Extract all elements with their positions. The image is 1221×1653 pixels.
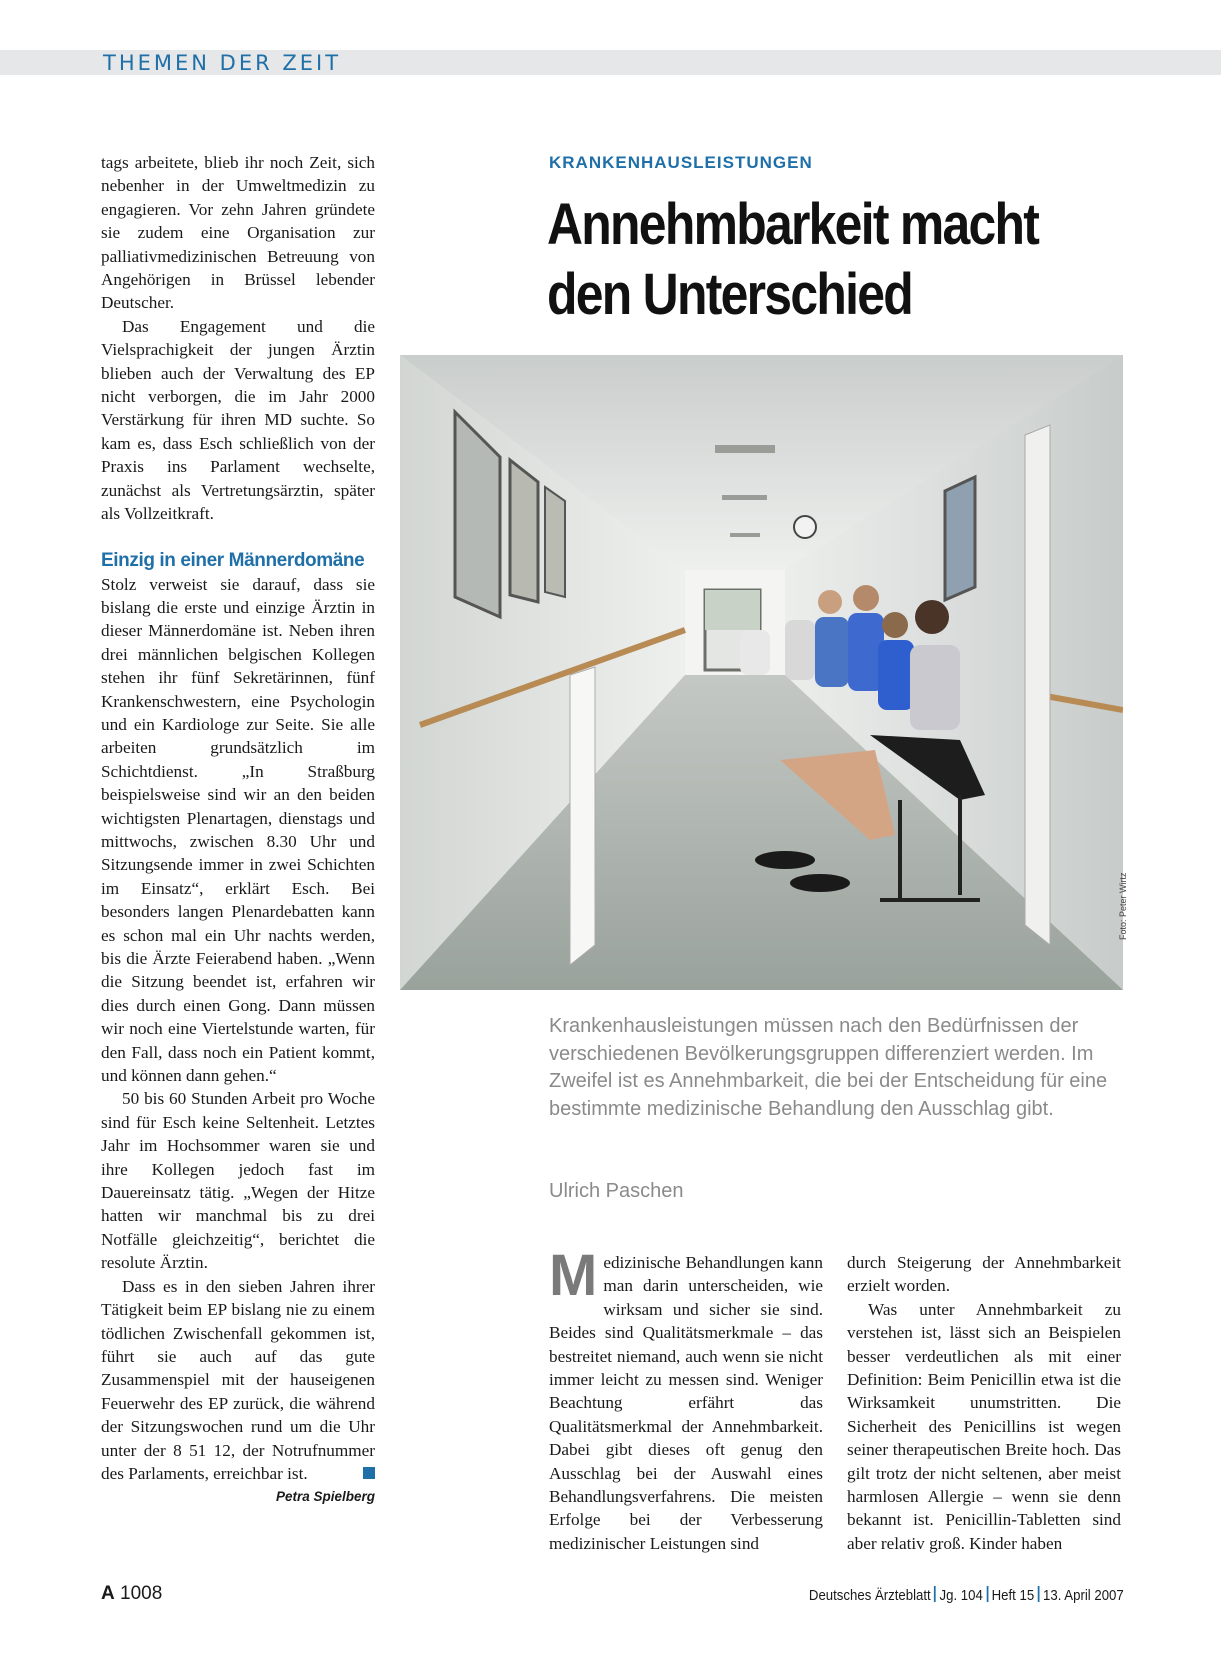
journal-date: 13. April 2007 — [1043, 1587, 1124, 1604]
ceiling-light-2 — [722, 495, 767, 500]
section-label: THEMEN DER ZEIT — [103, 51, 342, 75]
journal-volume: Jg. 104 — [939, 1587, 984, 1604]
left-door-frame — [570, 667, 595, 965]
photo-credit: Foto: Peter Wirtz — [1118, 872, 1128, 940]
footer-separator — [934, 1586, 936, 1602]
picture-frame-4 — [945, 477, 975, 600]
article-byline: Ulrich Paschen — [549, 1180, 684, 1202]
left-paragraph-1: tags arbeitete, blieb ihr noch Zeit, sich nebenher in der Umweltmedizin zu engagieren. Vor zehn Jahren gründete sie zudem eine Organisation zur palliativmedizinischen Betreuung von Angehörigen in Brüssel lebender Deutscher. — [101, 153, 375, 313]
left-paragraph-2: Das Engagement und die Vielsprachigkeit der jungen Ärztin blieben auch der Verwaltung des EP nicht verborgen, die im Jahr 2000 Verstärkung für ihren MD suchte. So kam es, dass Esch schließlich von der Praxis ins Parlament wechselte, zunächst als Vertretungsärztin, später als Vollzeitkraft. — [101, 316, 375, 524]
footer-separator — [987, 1586, 989, 1602]
picture-frame-2 — [510, 460, 538, 602]
end-door-window — [705, 590, 760, 630]
page-number-value: 1008 — [120, 1583, 163, 1604]
body-column-2 — [847, 1251, 1121, 1555]
ceiling-light-1 — [715, 445, 775, 453]
left-paragraph-3: Stolz verweist sie darauf, dass sie bislang die erste und einzige Ärztin in dieser Männerdomäne ist. Neben ihren drei männlichen belgischen Kollegen stehen ihr fünf Sekretärinnen, fünf Krankenschwestern, eine Psychologin und ein Kardiologe zur Seite. Sie alle arbeiten grundsätzlich im Schichtdienst. „In Straßburg beispielsweise sind wir an den beiden wichtigsten Plenartagen, dienstags und mittwochs, zwischen 8.30 Uhr und Sitzungsende immer in zwei Schichten im Einsatz“, erklärt Esch. Bei besonders langen Plenardebatten kann es schon mal ein Uhr nachts werden, bis die Ärzte Feierabend haben. „Wenn die Sitzung beendet ist, erfahren wir dies durch einen Gong. Dann müssen wir noch eine Viertelstunde warten, für den Fall, dass noch ein Patient kommt, und können dann gehen.“ — [101, 574, 375, 1086]
left-column — [101, 151, 375, 1507]
body-paragraph-1-text: edizinische Behandlungen kann man darin unterscheiden, wie wirksam und sicher sie sind. Beides sind Qualitätsmerkmale – das bestreitet niemand, auch wenn sie nicht immer leicht zu messen sind. Weniger Beachtung erfährt das Qualitätsmerkmal der Annehmbarkeit. Dabei gibt dieses oft genug den Ausschlag bei der Auswahl eines Behandlungsverfahrens. Die meisten Erfolge bei der Verbesserung medizinischer Leistungen sind — [549, 1253, 823, 1553]
left-author: Petra Spielberg — [275, 1489, 375, 1505]
body-paragraph-3: Was unter Annehmbarkeit zu verstehen ist, lässt sich an Beispielen besser verdeutlichen als mit einer Definition: Beim Penicillin etwa ist die Wirksamkeit unumstritten. Die Sicherheit des Penicillins ist wegen seiner therapeutischen Breite hoch. Das gilt trotz der nicht seltenen, aber meist harmlosen Allergie – wenn sie denn bekannt ist. Penicillin-Tabletten sind aber relativ groß. Kinder haben — [847, 1299, 1121, 1553]
ceiling-light-3 — [730, 533, 760, 537]
headline-line-2: den Unterschied — [547, 262, 913, 327]
drop-cap: M — [549, 1243, 598, 1308]
headline-line-1: Annehmbarkeit macht — [547, 192, 1039, 257]
article-kicker: KRANKENHAUSLEISTUNGEN — [549, 153, 813, 172]
body-paragraph-2: durch Steigerung der Annehmbarkeit erzielt worden. — [847, 1253, 1121, 1296]
left-paragraph-5 — [101, 1275, 375, 1486]
journal-issue: Heft 15 — [991, 1587, 1035, 1604]
left-paragraph-5-text: Dass es in den sieben Jahren ihrer Tätigkeit beim EP bislang nie zu einem tödlichen Zwischenfall gekommen ist, führt sie auch auf das gute Zusammenspiel mit der hauseigenen Feuerwehr des EP zurück, die während der Sitzungswochen rund um die Uhr unter der 8 51 12, der Notrufnummer des Parlaments, erreichbar ist. — [101, 1276, 375, 1483]
journal-name: Deutsches Ärzteblatt — [809, 1587, 931, 1604]
wall-clock — [794, 516, 816, 538]
page-number — [101, 1583, 162, 1605]
corridor-illustration — [400, 355, 1123, 990]
right-door-frame — [1025, 425, 1050, 945]
page-prefix: A — [101, 1583, 115, 1604]
hospital-corridor-photo — [400, 355, 1123, 990]
body-column-1 — [549, 1243, 823, 1555]
left-paragraph-4: 50 bis 60 Stunden Arbeit pro Woche sind für Esch keine Seltenheit. Letztes Jahr im Hochsommer waren sie und ihre Kollegen jedoch fast im Dauereinsatz tätig. „Wegen der Hitze hatten wir manchmal bis zu drei Notfälle gleichzeitig“, berichtet die resolute Ärztin. — [101, 1089, 375, 1273]
left-subheading: Einzig in einer Männerdomäne — [101, 549, 365, 571]
picture-frame-3 — [545, 487, 565, 597]
end-mark-square — [363, 1467, 375, 1479]
article-headline — [547, 190, 1063, 330]
body-paragraph-1 — [549, 1243, 823, 1555]
journal-footer — [809, 1586, 1124, 1604]
footer-separator — [1038, 1586, 1040, 1602]
article-lead: Krankenhausleistungen müssen nach den Bedürfnissen der verschiedenen Bevölkerungsgruppen differenziert werden. Im Zweifel ist es Annehmbarkeit, die bei der Entscheidung für eine bestimmte medizinische Behandlung den Ausschlag gibt. — [549, 1015, 1108, 1120]
